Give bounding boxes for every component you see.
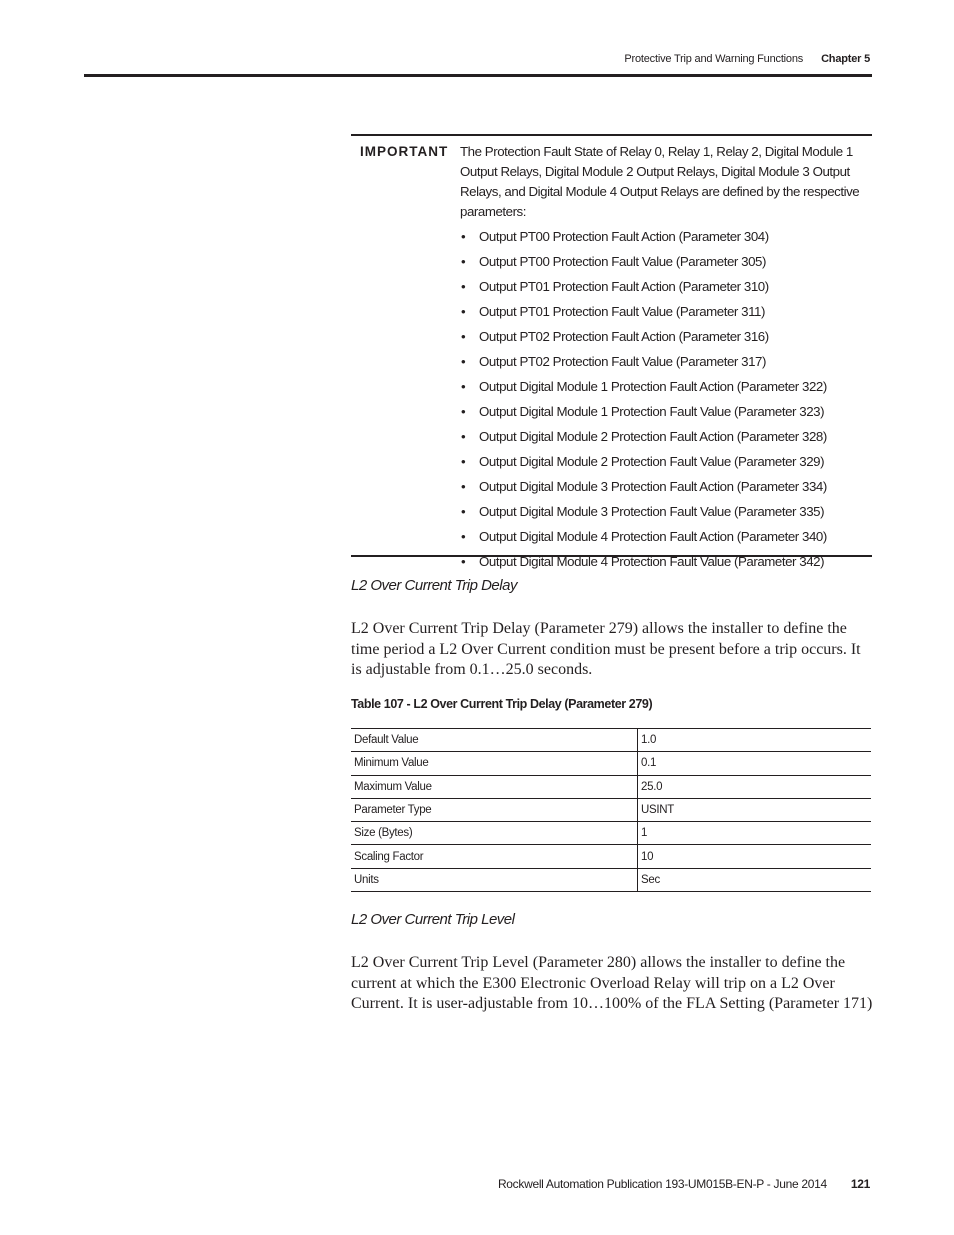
table-row <box>351 752 871 775</box>
list-item: • Output Digital Module 4 Protection Fault Action (Parameter 340) <box>460 527 872 552</box>
running-header <box>624 53 870 65</box>
parameter-property: Parameter Type <box>351 798 638 821</box>
paragraph-trip-delay: L2 Over Current Trip Delay (Parameter 279) allows the installer to define the time period a L2 Over Current condition must be present before a trip occurs. It is adjustable from 0.1…25.0 seconds. <box>351 620 861 678</box>
important-parameter-list <box>460 227 872 577</box>
header-rule <box>84 74 872 77</box>
list-item: • Output Digital Module 1 Protection Fault Value (Parameter 323) <box>460 402 872 427</box>
parameter-property: Maximum Value <box>351 775 638 798</box>
parameter-property: Units <box>351 868 638 891</box>
page-number: 121 <box>850 1177 870 1191</box>
table-caption: Table 107 - L2 Over Current Trip Delay (Parameter 279) <box>351 697 653 711</box>
table-row <box>351 798 871 821</box>
table-row <box>351 729 871 752</box>
list-item: • Output PT02 Protection Fault Action (Parameter 316) <box>460 327 872 352</box>
parameter-value: 0.1 <box>638 752 872 775</box>
list-item: • Output PT01 Protection Fault Value (Parameter 311) <box>460 302 872 327</box>
list-item: • Output Digital Module 4 Protection Fault Value (Parameter 342) <box>460 552 872 577</box>
table-row <box>351 868 871 891</box>
parameter-value: 1 <box>638 822 872 845</box>
header-chapter: Chapter 5 <box>821 53 870 65</box>
paragraph-trip-level: L2 Over Current Trip Level (Parameter 280) allows the installer to define the current at which the E300 Electronic Overload Relay will trip on a L2 Over Current. It is user-adjustable from 10…100% of the FLA Setting (Parameter 171) <box>351 954 873 1012</box>
list-item: • Output PT00 Protection Fault Value (Parameter 305) <box>460 252 872 277</box>
footer-publication: Rockwell Automation Publication 193-UM015B-EN-P - June 2014 <box>497 1177 827 1191</box>
list-item: • Output Digital Module 3 Protection Fault Value (Parameter 335) <box>460 502 872 527</box>
parameter-value: USINT <box>638 798 872 821</box>
parameter-value: 1.0 <box>638 729 872 752</box>
important-note <box>351 134 872 569</box>
parameter-property: Default Value <box>351 729 638 752</box>
list-item: • Output PT01 Protection Fault Action (Parameter 310) <box>460 277 872 302</box>
important-intro: The Protection Fault State of Relay 0, Relay 1, Relay 2, Digital Module 1 Output Relays, Digital Module 2 Output Relays, Digital Module 3 Output Relays, and Digital Module 4 Output Relays are defined by the respective parameters: <box>460 144 860 219</box>
parameter-property: Scaling Factor <box>351 845 638 868</box>
section-title-trip-delay: L2 Over Current Trip Delay <box>351 577 517 594</box>
parameter-property: Minimum Value <box>351 752 638 775</box>
parameter-value: 25.0 <box>638 775 872 798</box>
parameter-table <box>351 728 871 892</box>
header-section-title: Protective Trip and Warning Functions <box>624 53 804 65</box>
table-row <box>351 845 871 868</box>
list-item: • Output Digital Module 2 Protection Fault Value (Parameter 329) <box>460 452 872 477</box>
important-label: IMPORTANT <box>360 144 449 159</box>
section-title-trip-level: L2 Over Current Trip Level <box>351 911 515 928</box>
list-item: • Output PT02 Protection Fault Value (Parameter 317) <box>460 352 872 377</box>
page-footer <box>498 1177 870 1191</box>
table-row <box>351 775 871 798</box>
list-item: • Output PT00 Protection Fault Action (Parameter 304) <box>460 227 872 252</box>
parameter-value: Sec <box>638 868 872 891</box>
parameter-value: 10 <box>638 845 872 868</box>
important-body <box>460 142 872 577</box>
list-item: • Output Digital Module 2 Protection Fault Action (Parameter 328) <box>460 427 872 452</box>
list-item: • Output Digital Module 1 Protection Fault Action (Parameter 322) <box>460 377 872 402</box>
list-item: • Output Digital Module 3 Protection Fault Action (Parameter 334) <box>460 477 872 502</box>
table-row <box>351 822 871 845</box>
parameter-property: Size (Bytes) <box>351 822 638 845</box>
